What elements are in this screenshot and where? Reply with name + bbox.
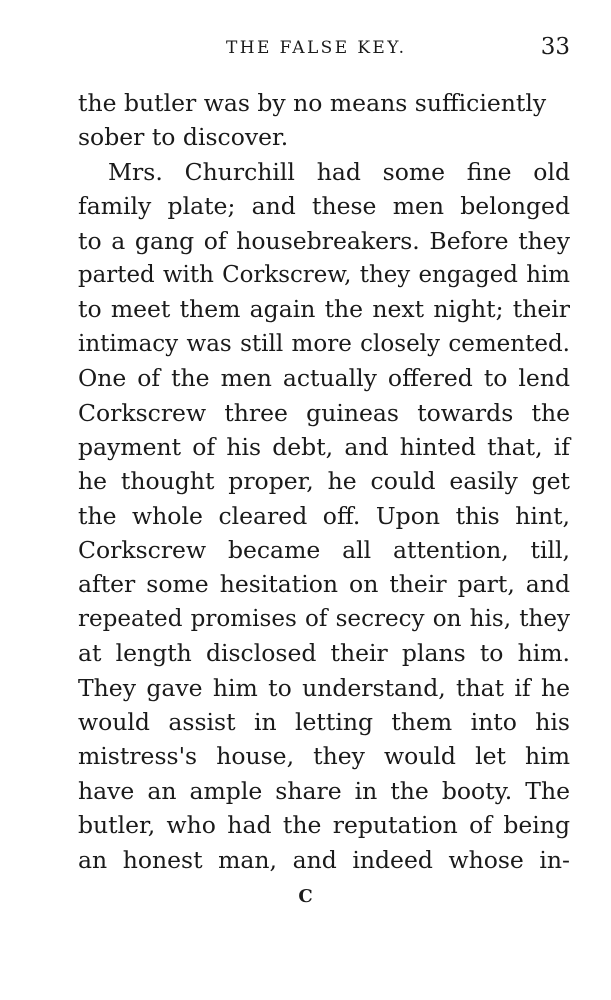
text-line: One of the men actually offered to lend <box>78 364 570 393</box>
text-line: payment of his debt, and hinted that, if <box>78 432 570 461</box>
text-line: after some hesitation on their part, and <box>78 570 570 599</box>
text-line: sober to discover. <box>78 123 289 152</box>
running-title: THE FALSE KEY. <box>226 38 407 58</box>
text-line: he thought proper, he could easily get <box>78 467 570 496</box>
page-number: 33 <box>540 34 570 60</box>
signature-mark: C <box>298 886 313 907</box>
text-line: at length disclosed their plans to him. <box>78 639 570 668</box>
text-line: mistress's house, they would let him <box>78 742 570 771</box>
text-line: parted with Corkscrew, they engaged him <box>78 261 570 288</box>
text-line: repeated promises of secrecy on his, they <box>78 605 570 632</box>
text-line: to a gang of housebreakers. Before they <box>78 226 570 255</box>
text-line: Corkscrew became all attention, till, <box>78 536 570 565</box>
text-line: an honest man, and indeed whose in- <box>78 845 570 874</box>
text-line: butler, who had the reputation of being <box>78 811 570 840</box>
text-line: They gave him to understand, that if he <box>78 673 570 702</box>
text-line: the whole cleared off. Upon this hint, <box>78 501 570 530</box>
text-line: the butler was by no means sufficiently <box>78 89 547 117</box>
text-line: to meet them again the next night; their <box>78 295 570 324</box>
text-line: Corkscrew three guineas towards the <box>78 398 570 427</box>
text-line: intimacy was still more closely cemented. <box>78 330 570 357</box>
text-line: have an ample share in the booty. The <box>78 776 570 805</box>
running-head <box>78 34 570 68</box>
body-text <box>78 86 570 877</box>
text-line: Mrs. Churchill had some fine old <box>108 157 570 186</box>
text-line: family plate; and these men belonged <box>78 192 570 221</box>
text-line: would assist in letting them into his <box>78 708 570 737</box>
